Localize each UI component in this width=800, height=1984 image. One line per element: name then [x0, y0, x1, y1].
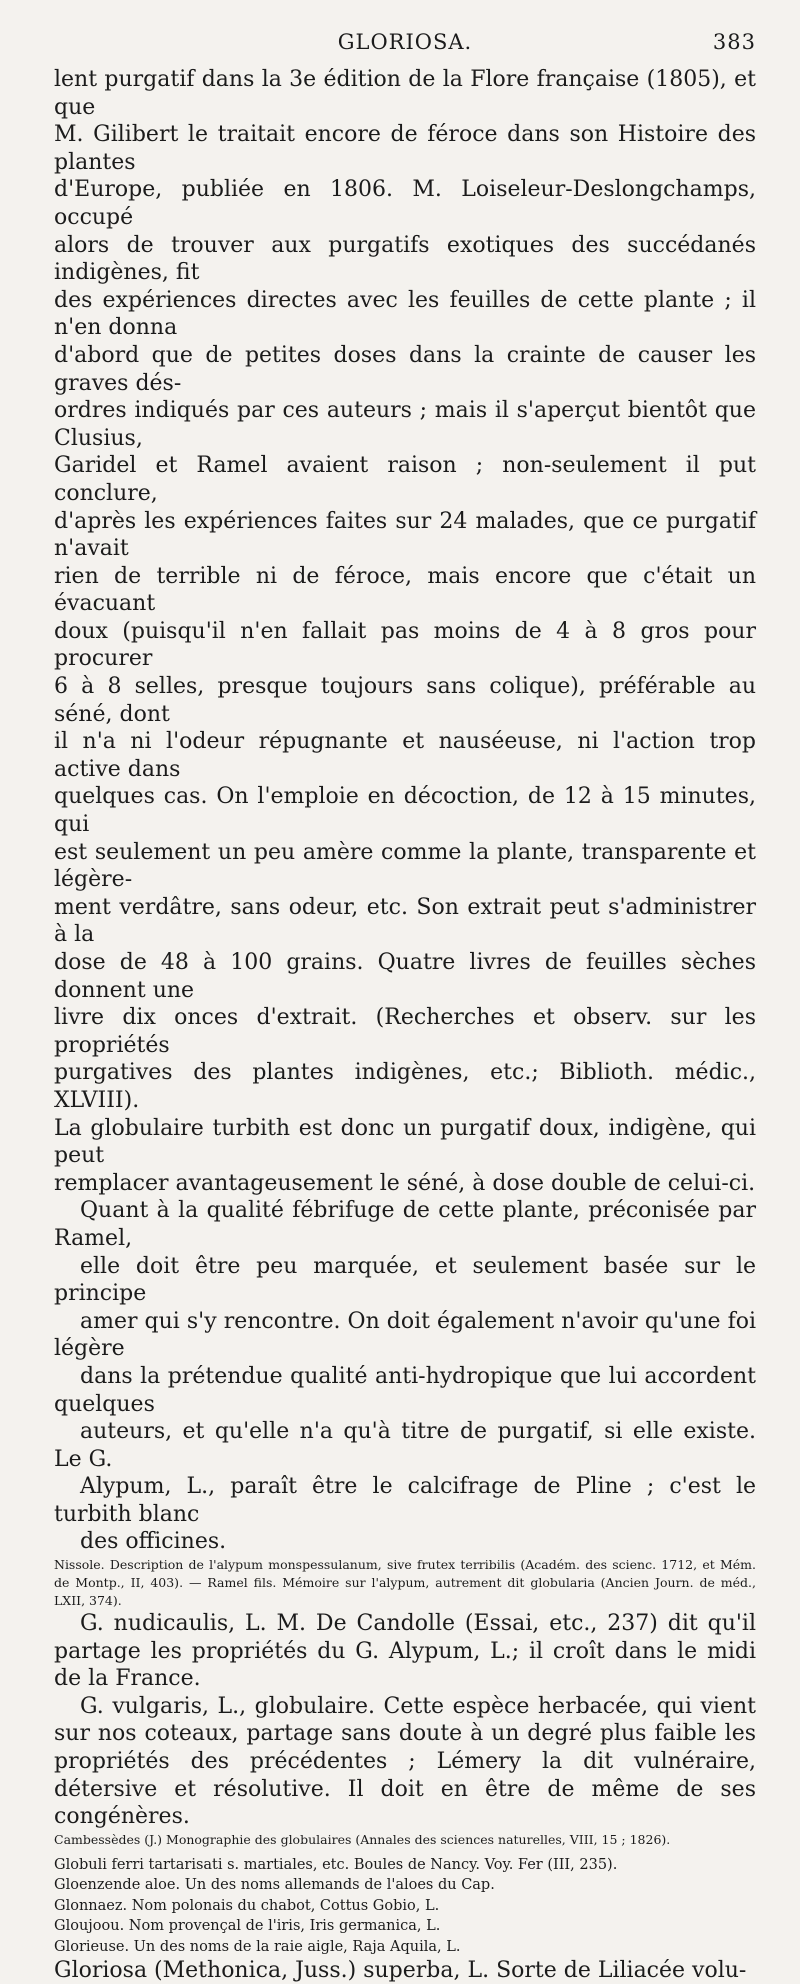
paragraph-2-line: auteurs, et qu'elle n'a qu'à titre de purgatif, si elle existe. Le G.	[54, 1419, 756, 1472]
paragraph-1-line: ment verdâtre, sans odeur, etc. Son extrait peut s'administrer à la	[54, 894, 756, 948]
dictionary-entry: Glorieuse. Un des noms de la raie aigle, Raja Aquila, L.	[54, 1938, 461, 1955]
paragraph-1-line: rien de terrible ni de féroce, mais encore que c'était un évacuant	[54, 563, 756, 617]
paragraph-2-line: Quant à la qualité fébrifuge de cette plante, préconisée par Ramel,	[54, 1198, 756, 1251]
paragraph-1	[54, 66, 756, 1197]
paragraph-1-line: alors de trouver aux purgatifs exotiques des succédanés indigènes, fit	[54, 232, 756, 286]
paragraph-2-line: amer qui s'y rencontre. On doit également n'avoir qu'une foi légère	[54, 1308, 756, 1362]
paragraph-2-line: Alypum, L., paraît être le calcifrage de Pline ; c'est le turbith blanc	[54, 1474, 756, 1527]
footnote-nissole: Nissole. Description de l'alypum monspessulanum, sive frutex terribilis (Académ. des scienc. 1712, et Mém. de Montp., II, 403). — Ramel fils. Mémoire sur l'alypum, autrement dit globularia (Ancien Journ. de méd., LXII, 374).	[54, 1557, 756, 1609]
paragraph-1-line: il n'a ni l'odeur répugnante et nauséeuse, ni l'action trop active dans	[54, 729, 756, 782]
paragraph-2-line: elle doit être peu marquée, et seulement basée sur le principe	[54, 1253, 756, 1307]
paragraph-2-line: dans la prétendue qualité anti-hydropique que lui accordent quelques	[54, 1363, 756, 1417]
paragraph-1-line: d'après les expériences faites sur 24 malades, que ce purgatif n'avait	[54, 508, 756, 562]
paragraph-1-line: Garidel et Ramel avaient raison ; non-seulement il put conclure,	[54, 453, 756, 506]
paragraph-1-line: dose de 48 à 100 grains. Quatre livres de feuilles sèches donnent une	[54, 950, 756, 1003]
paragraph-1-line: d'Europe, publiée en 1806. M. Loiseleur-Deslongchamps, occupé	[54, 177, 756, 230]
footnote-cambessedes: Cambessèdes (J.) Monographie des globulaires (Annales des sciences naturelles, VIII, 15 ; 1826).	[54, 1831, 671, 1847]
paragraph-1-line: des expériences directes avec les feuilles de cette plante ; il n'en donna	[54, 287, 756, 341]
page-number: 383	[712, 30, 756, 54]
paragraph-1-line: ordres indiqués par ces auteurs ; mais il s'aperçut bientôt que Clusius,	[54, 398, 756, 451]
paragraph-1-line: M. Gilibert le traitait encore de féroce dans son Histoire des plantes	[54, 122, 756, 175]
paragraph-1-line: livre dix onces d'extrait. (Recherches et observ. sur les propriétés	[54, 1005, 756, 1058]
page-body	[54, 66, 756, 1984]
dictionary-entry: Gloujoou. Nom provençal de l'iris, Iris germanica, L.	[54, 1918, 441, 1935]
paragraph-1-line: d'abord que de petites doses dans la crainte de causer les graves dés-	[54, 342, 756, 396]
running-title: GLORIOSA.	[337, 30, 473, 54]
dictionary-entry: Glonnaez. Nom polonais du chabot, Cottus Gobio, L.	[54, 1897, 440, 1914]
paragraph-1-line: La globulaire turbith est donc un purgatif doux, indigène, qui peut	[54, 1115, 756, 1169]
paragraph-1-line: 6 à 8 selles, presque toujours sans colique), préférable au séné, dont	[54, 674, 756, 727]
entry-gloriosa: Gloriosa (Methonica, Juss.) superba, L. Sorte de Liliacée volu-	[54, 1958, 747, 1984]
paragraph-1-line: doux (puisqu'il n'en fallait pas moins de 4 à 8 gros pour procurer	[54, 618, 756, 672]
dictionary-entry: Globuli ferri tartarisati s. martiales, etc. Boules de Nancy. Voy. Fer (III, 235).	[54, 1856, 618, 1873]
paragraph-1-line: lent purgatif dans la 3e édition de la Flore française (1805), et que	[54, 67, 756, 120]
running-head	[54, 26, 756, 66]
paragraph-1-line: est seulement un peu amère comme la plante, transparente et légère-	[54, 839, 756, 893]
paragraph-2	[54, 1197, 756, 1556]
dictionary-entry: Gloenzende aloe. Un des noms allemands de l'aloes du Cap.	[54, 1877, 495, 1894]
paragraph-1-line: remplacer avantageusement le séné, à dose double de celui-ci.	[54, 1170, 756, 1196]
paragraph-1-line: purgatives des plantes indigènes, etc.; Biblioth. médic., XLVIII).	[54, 1060, 756, 1113]
paragraph-nudicaulis: G. nudicaulis, L. M. De Candolle (Essai, etc., 237) dit qu'il partage les propriétés du G. Alypum, L.; il croît dans le midi de la France.	[54, 1611, 756, 1692]
paragraph-vulgaris: G. vulgaris, L., globulaire. Cette espèce herbacée, qui vient sur nos coteaux, partage sans doute à un degré plus faible les propriétés des précédentes ; Lémery la dit vulnéraire, détersive et résolutive. Il doit en être de même de ses congénères.	[54, 1693, 756, 1830]
paragraph-2-line: des officines.	[80, 1529, 227, 1555]
paragraph-1-line: quelques cas. On l'emploie en décoction, de 12 à 15 minutes, qui	[54, 784, 756, 838]
dictionary-entries	[54, 1855, 756, 1958]
